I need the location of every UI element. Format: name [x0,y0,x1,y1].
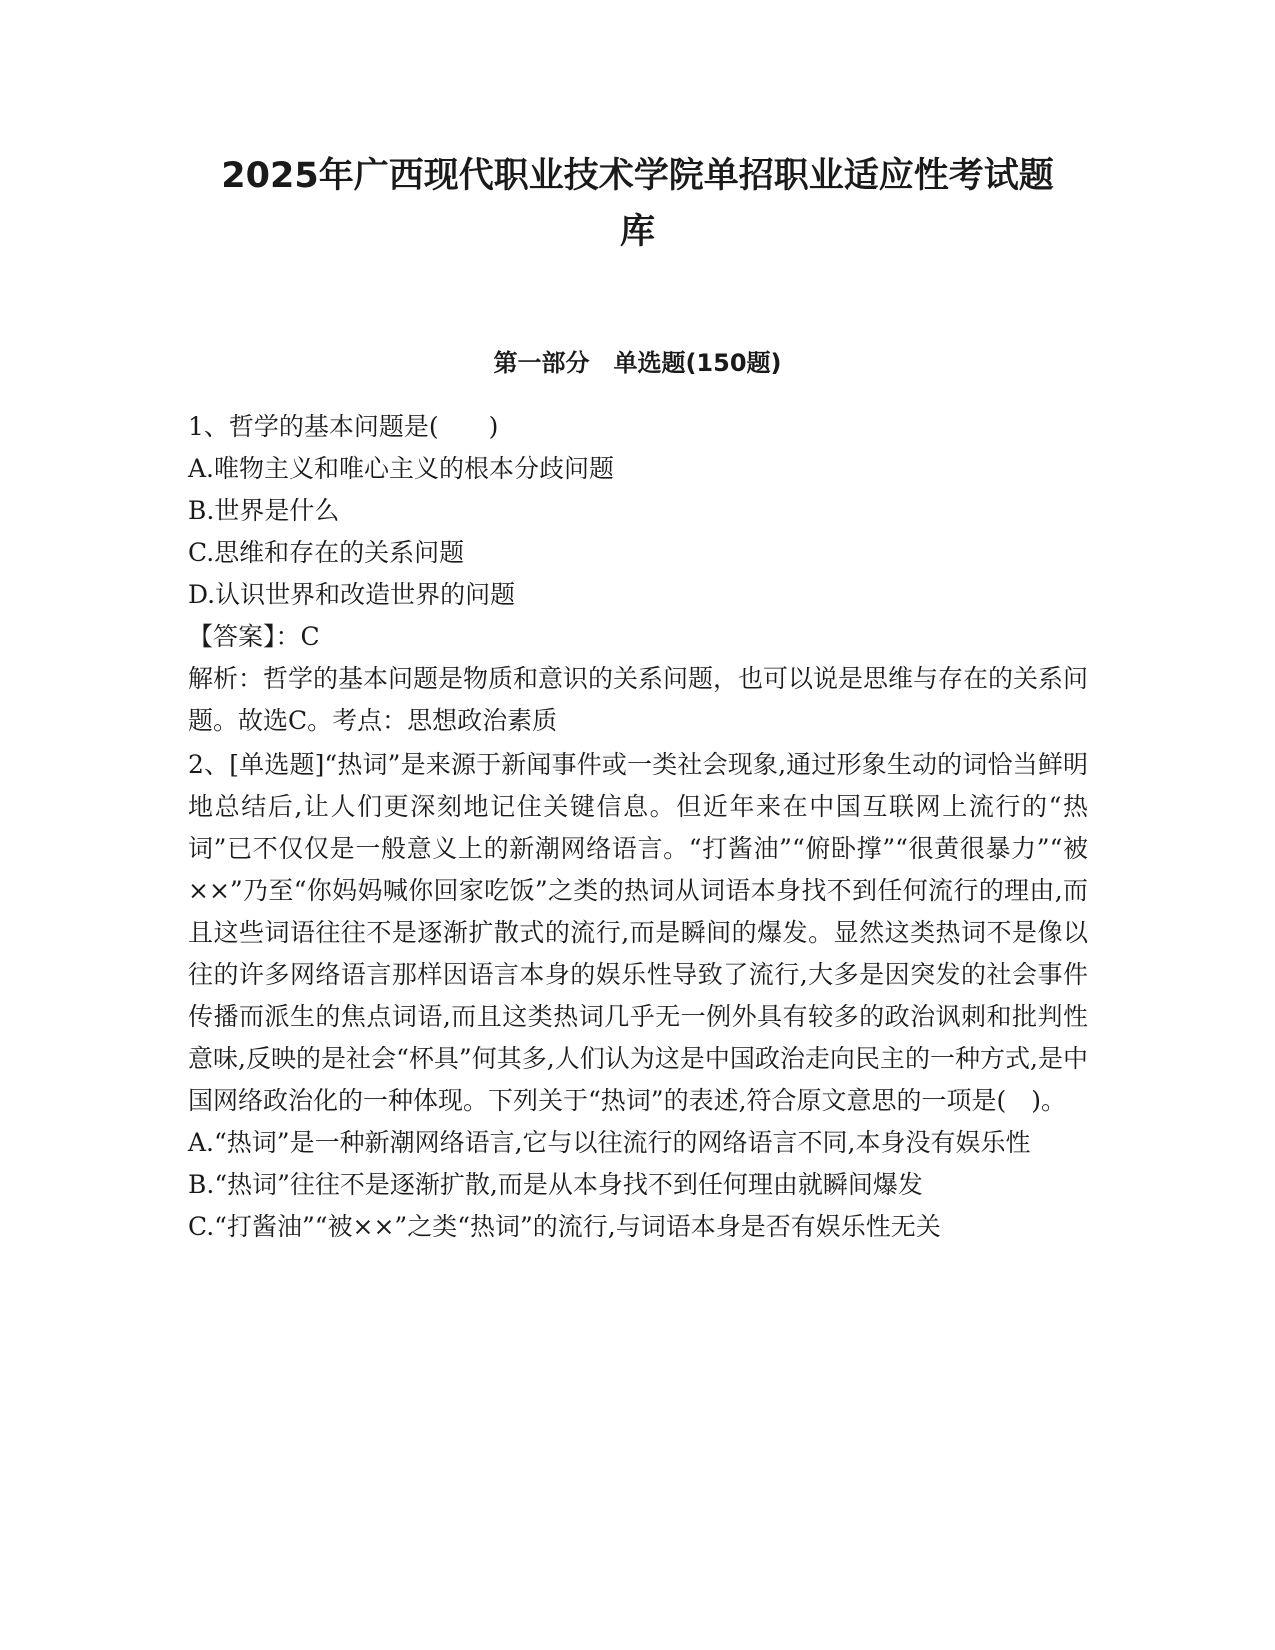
option-b: B.“热词”往往不是逐渐扩散,而是从本身找不到任何理由就瞬间爆发 [188,1170,923,1199]
option-a: A.唯物主义和唯心主义的根本分歧问题 [188,454,615,483]
question-1 [188,406,1088,742]
question-stem: 1、哲学的基本问题是( ) [188,412,499,441]
analysis: 解析：哲学的基本问题是物质和意识的关系问题，也可以说是思维与存在的关系问题。故选C。考点：思想政治素质 [188,664,1089,735]
document-title-line-2: 库 [619,212,655,252]
option-a: A.“热词”是一种新潮网络语言,它与以往流行的网络语言不同,本身没有娱乐性 [188,1128,1031,1157]
answer: 【答案】：C [188,622,320,651]
section-heading: 第一部分 单选题(150题) [493,349,782,377]
option-d: D.认识世界和改造世界的问题 [188,580,516,609]
option-c: C.思维和存在的关系问题 [188,538,465,567]
document-title-line-1: 2025年广西现代职业技术学院单招职业适应性考试题 [221,156,1054,196]
option-c: C.“打酱油”“被××”之类“热词”的流行,与词语本身是否有娱乐性无关 [188,1212,941,1241]
question-stem: 2、[单选题]“热词”是来源于新闻事件或一类社会现象,通过形象生动的词恰当鲜明地总结后,让人们更深刻地记住关键信息。但近年来在中国互联网上流行的“热词”已不仅仅是一般意义上的新潮网络语言。“打酱油”“俯卧撑”“很黄很暴力”“被××”乃至“你妈妈喊你回家吃饭”之类的热词从词语本身找不到任何流行的理由,而且这些词语往往不是逐渐扩散式的流行,而是瞬间的爆发。显然这类热词不是像以往的许多网络语言那样因语言本身的娱乐性导致了流行,大多是因突发的社会事件传播而派生的焦点词语,而且这类热词几乎无一例外具有较多的政治讽刺和批判性意味,反映的是社会“杯具”何其多,人们认为这是中国政治走向民主的一种方式,是中国网络政治化的一种体现。下列关于“热词”的表述,符合原文意思的一项是( )。 [188,750,1088,1115]
question-2 [188,744,1088,1248]
document-title [180,148,1095,260]
option-b: B.世界是什么 [188,496,340,525]
